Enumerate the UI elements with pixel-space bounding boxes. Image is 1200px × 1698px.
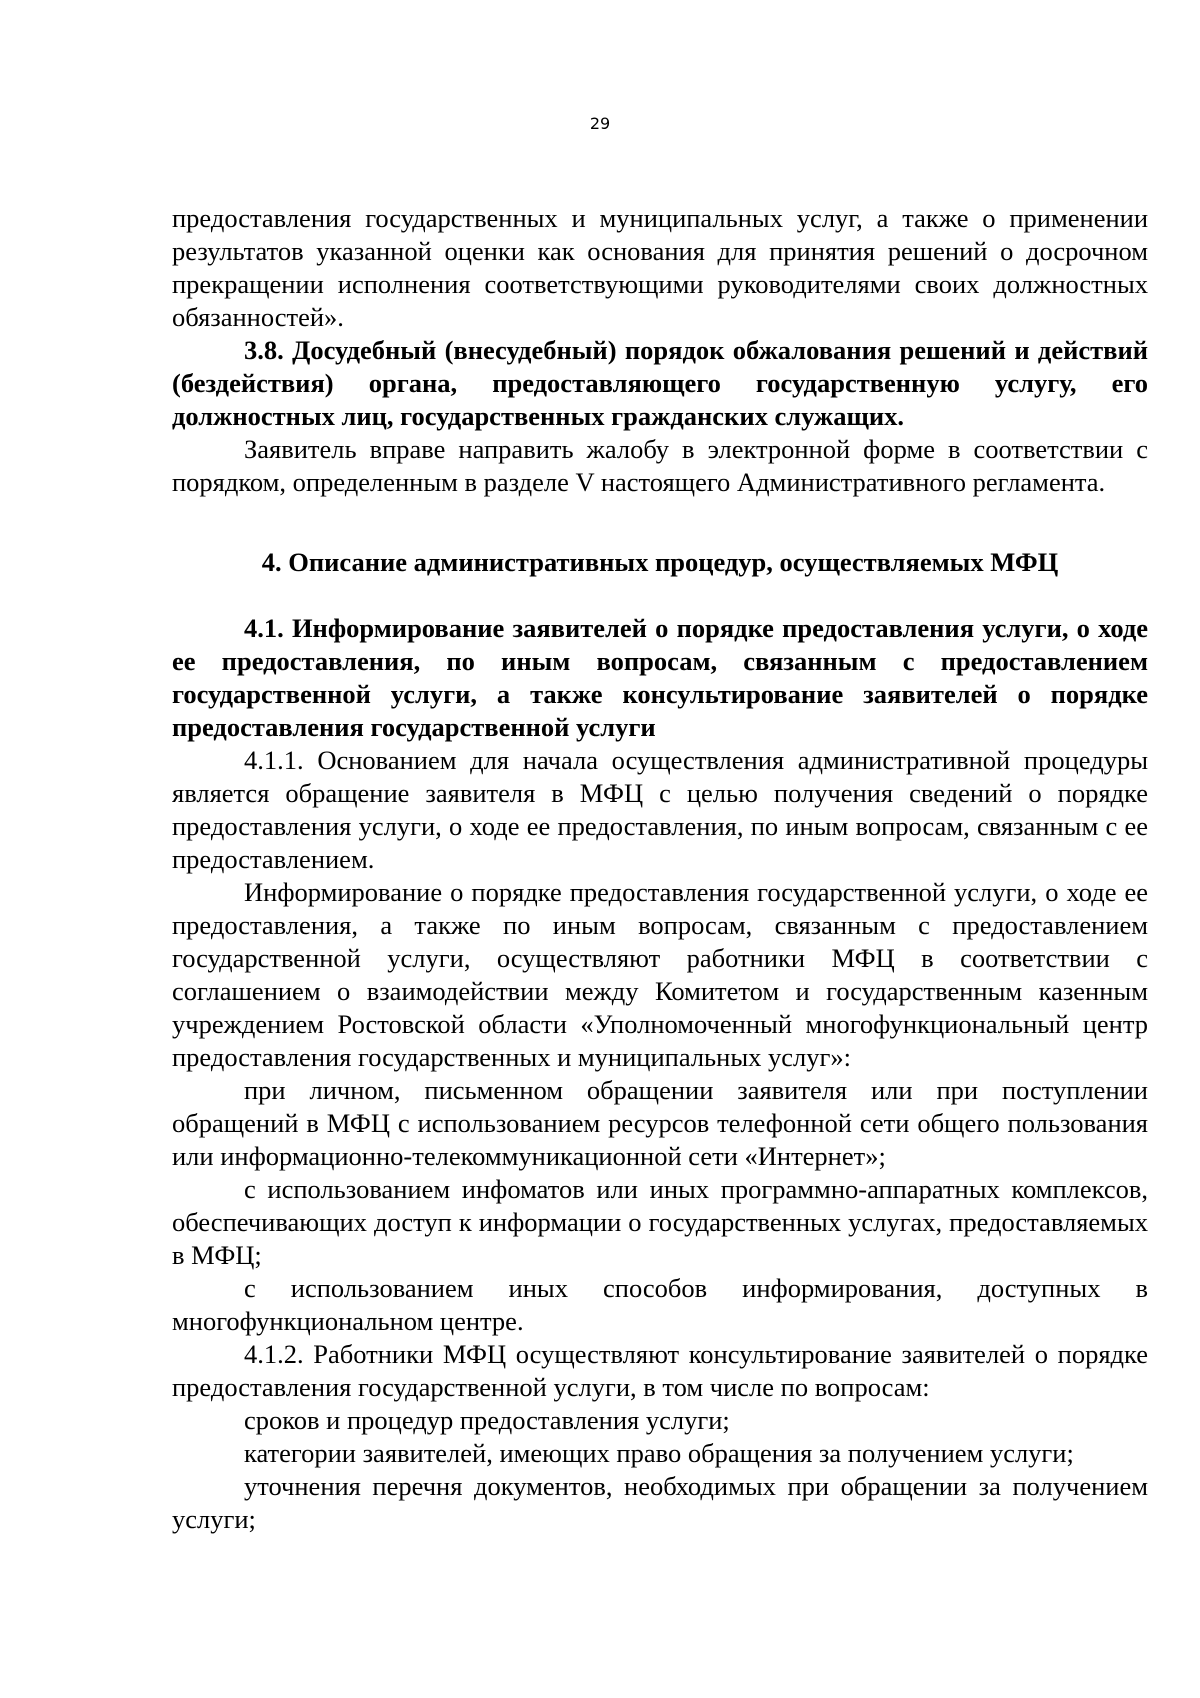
- paragraph-4-1-1: 4.1.1. Основанием для начала осуществления административной процедуры является обращение заявителя в МФЦ с целью получения сведений о порядке предоставления услуги, о ходе ее предоставления, по иным вопросам, связанным с ее предоставлением.: [172, 745, 1148, 874]
- section-3-8: [172, 334, 1148, 499]
- paragraph-infomats: с использованием инфоматов или иных программно-аппаратных комплексов, обеспечивающих доступ к информации о государственных услугах, предоставляемых в МФЦ;: [172, 1174, 1148, 1270]
- paragraph-informing: Информирование о порядке предоставления государственной услуги, о ходе ее предоставления, а также по иным вопросам, связанным с предоставлением государственной услуги, осуществляют работники МФЦ в соответствии с соглашением о взаимодействии между Комитетом и государственным казенным учреждением Ростовской области «Уполномоченный многофункциональный центр предоставления государственных и муниципальных услуг»:: [172, 877, 1148, 1072]
- heading-3-8: 3.8. Досудебный (внесудебный) порядок обжалования решений и действий (бездействия) органа, предоставляющего государственную услугу, его должностных лиц, государственных гражданских служащих.: [172, 335, 1148, 431]
- section-4-heading-block: [172, 546, 1148, 579]
- paragraph-1: предоставления государственных и муниципальных услуг, а также о применении результатов указанной оценки как основания для принятия решений о досрочном прекращении исполнения соответствующими руководителями своих должностных обязанностей».: [172, 203, 1148, 332]
- paragraph-other-methods: с использованием иных способов информирования, доступных в многофункциональном центре.: [172, 1273, 1148, 1336]
- paragraph-continuation: [172, 202, 1148, 334]
- list-item-categories: категории заявителей, имеющих право обращения за получением услуги;: [244, 1438, 1074, 1468]
- heading-4: 4. Описание административных процедур, осуществляемых МФЦ: [261, 547, 1059, 577]
- heading-4-1: 4.1. Информирование заявителей о порядке предоставления услуги, о ходе ее предоставления, по иным вопросам, связанным с предоставлением государственной услуги, а также консультирование заявителей о порядке предоставления государственной услуги: [172, 613, 1148, 742]
- paragraph-complaint: Заявитель вправе направить жалобу в электронной форме в соответствии с порядком, определенным в разделе V настоящего Административного регламента.: [172, 434, 1148, 497]
- list-item-terms: сроков и процедур предоставления услуги;: [244, 1405, 730, 1435]
- section-4-1: [172, 612, 1148, 1536]
- list-item-documents: уточнения перечня документов, необходимых при обращении за получением услуги;: [172, 1471, 1148, 1534]
- page-number: 29: [589, 114, 611, 133]
- paragraph-personal-request: при личном, письменном обращении заявителя или при поступлении обращений в МФЦ с использованием ресурсов телефонной сети общего пользования или информационно-телекоммуникационной сети «Интернет»;: [172, 1075, 1148, 1171]
- paragraph-4-1-2: 4.1.2. Работники МФЦ осуществляют консультирование заявителей о порядке предоставления государственной услуги, в том числе по вопросам:: [172, 1339, 1148, 1402]
